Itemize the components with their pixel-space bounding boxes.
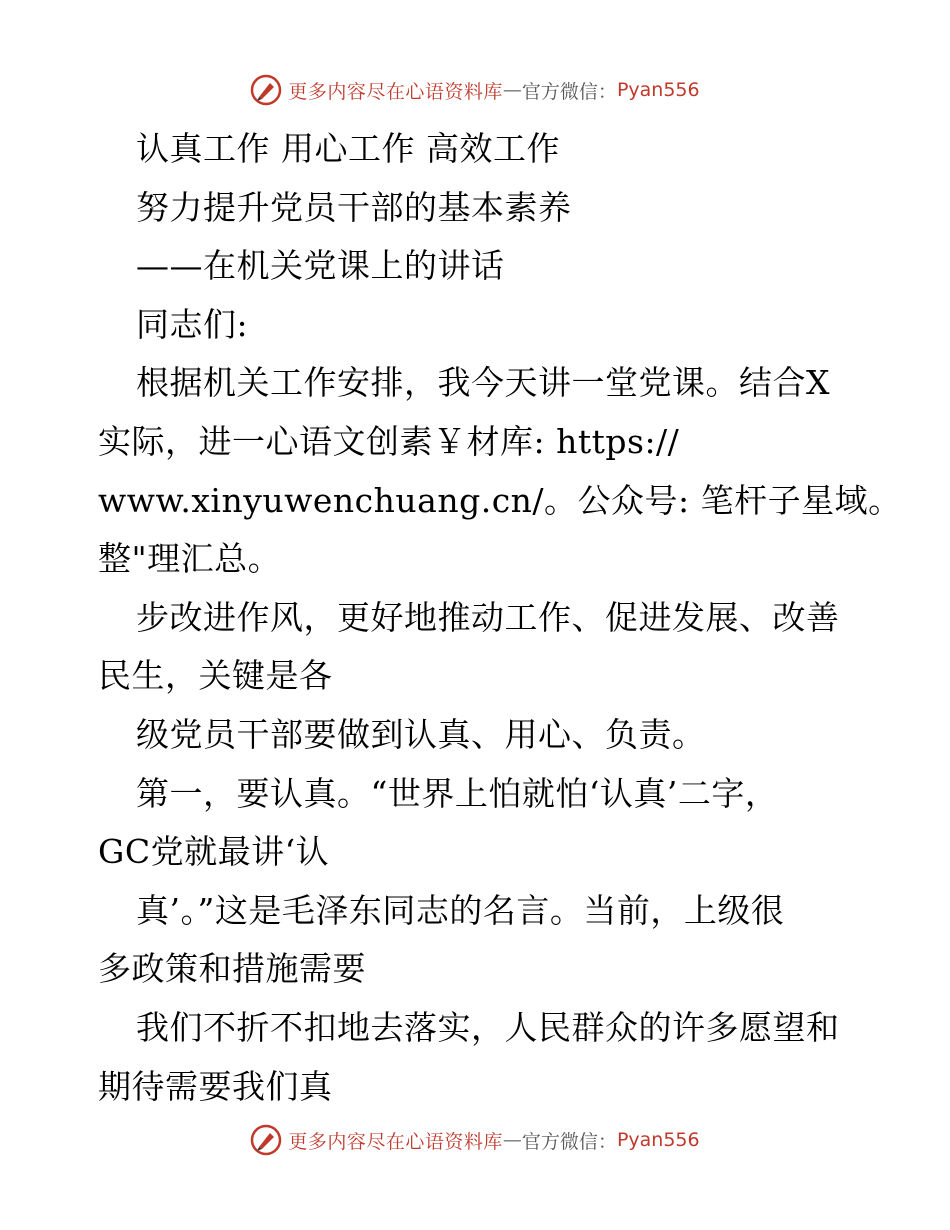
- footer-banner: [0, 1120, 950, 1160]
- text-line: ——在机关党课上的讲话: [136, 246, 505, 286]
- text-line: 第一，要认真。“世界上怕就怕‘认真’二字，: [136, 773, 779, 813]
- text-line: 民生，关键是各: [98, 656, 333, 696]
- banner-title: 更多内容尽在心语资料库: [288, 80, 503, 103]
- text-line: 多政策和措施需要: [98, 949, 366, 989]
- text-line: GC党就最讲‘认: [98, 832, 330, 872]
- banner-separator: —: [502, 79, 522, 101]
- text-line: 努力提升党员干部的基本素养: [136, 187, 572, 227]
- text-line: 根据机关工作安排，我今天讲一堂党课。结合X: [136, 363, 830, 403]
- text-line: 期待需要我们真: [98, 1066, 333, 1106]
- text-line: 级党员干部要做到认真、用心、负责。: [136, 714, 706, 754]
- text-line: 同志们:: [136, 304, 249, 344]
- text-line: 我们不折不扣地去落实，人民群众的许多愿望和: [136, 1007, 840, 1047]
- text-line: www.xinyuwenchuang.cn/。公众号: 笔杆子星域。: [98, 480, 902, 520]
- banner-wechat-id: Pyan556: [616, 1129, 700, 1151]
- text-line: 真’。”这是毛泽东同志的名言。当前，上级很: [136, 890, 785, 930]
- banner-title: 更多内容尽在心语资料库: [288, 1130, 503, 1153]
- banner-wechat-label: 官方微信：: [521, 80, 617, 103]
- banner-wechat-label: 官方微信：: [521, 1130, 617, 1153]
- text-line: 整"理汇总。: [98, 539, 282, 579]
- banner-wechat-id: Pyan556: [616, 79, 700, 101]
- pen-nib-logo-icon: [250, 74, 282, 106]
- document-body: [98, 120, 902, 1116]
- banner-separator: —: [502, 1129, 522, 1151]
- pen-nib-logo-icon: [250, 1124, 282, 1156]
- header-banner: [0, 70, 950, 110]
- text-line: 认真工作 用心工作 高效工作: [136, 129, 560, 168]
- text-line: 实际，进一心语文创素￥材库: https://: [98, 421, 680, 461]
- text-line: 步改进作风，更好地推动工作、促进发展、改善: [136, 597, 840, 637]
